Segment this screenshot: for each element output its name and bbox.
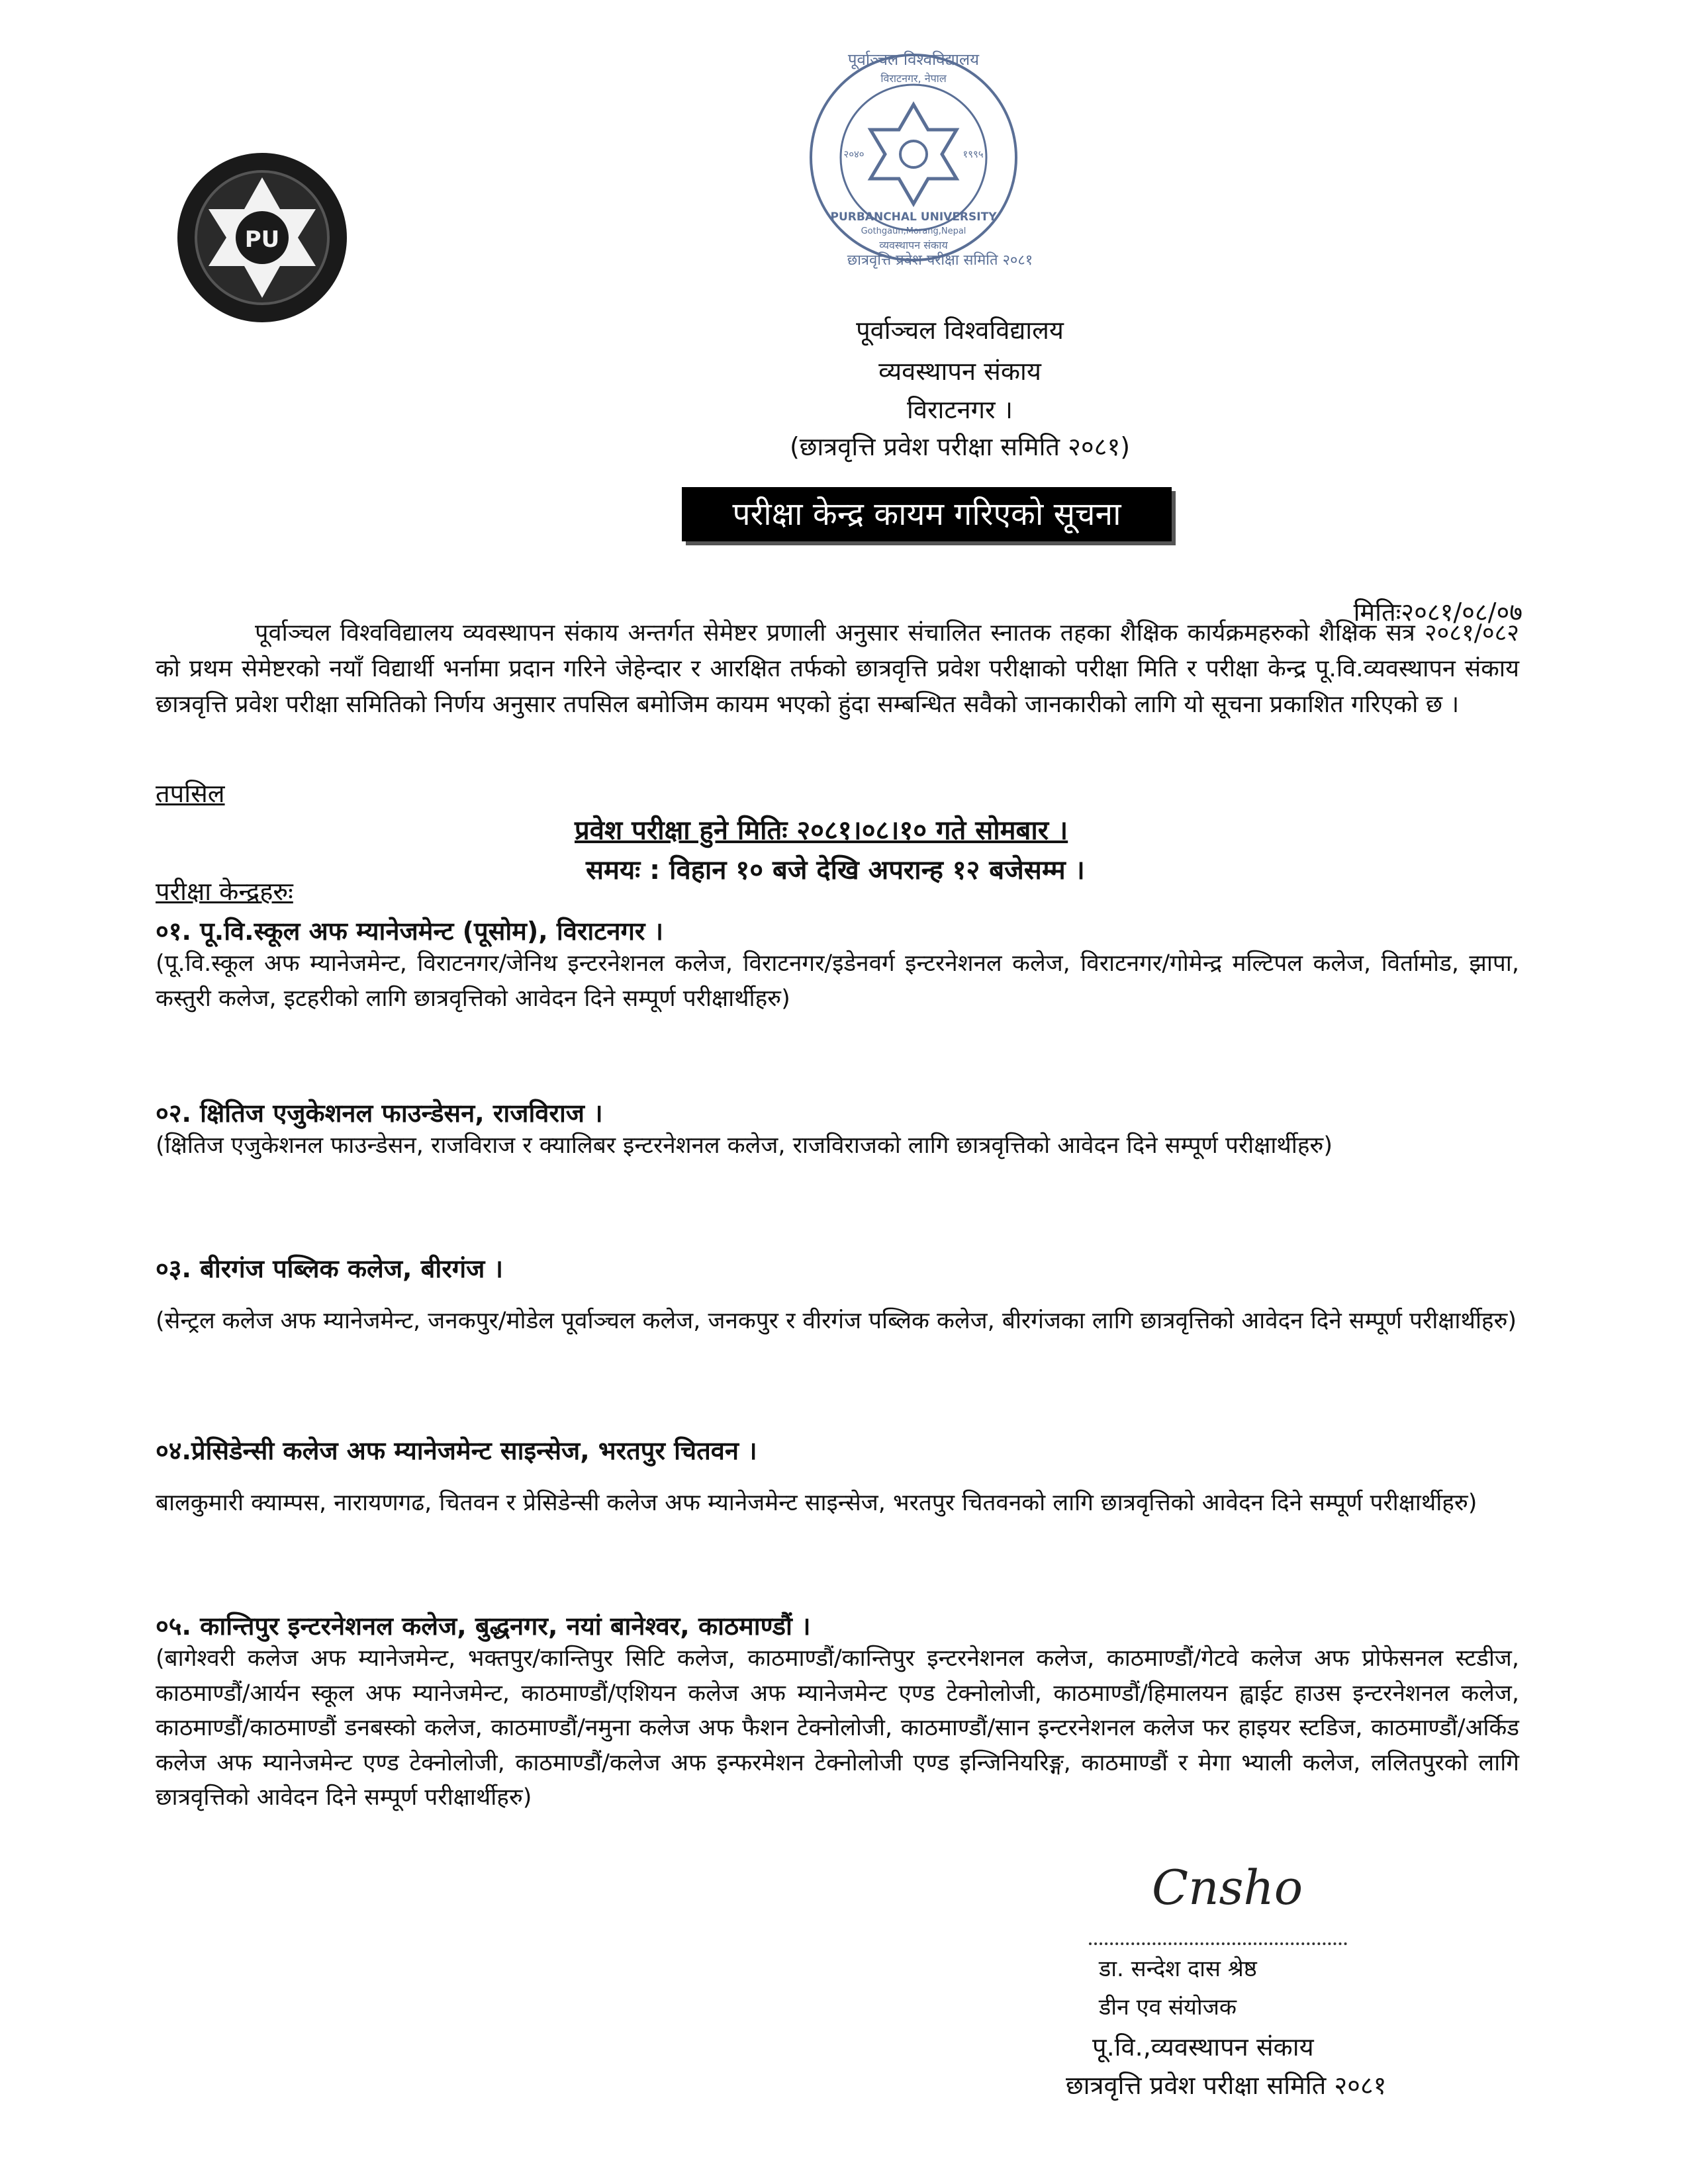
notice-title <box>682 487 1172 541</box>
center-title: ०३. बीरगंज पब्लिक कलेज, बीरगंज । <box>156 1254 503 1283</box>
center-description: बालकुमारी क्याम्पस, नारायणगढ, चितवन र प्रेसिडेन्सी कलेज अफ म्यानेजमेन्ट साइन्सेज, भरतपुर चितवनको लागि छात्रवृत्तिको आवेदन दिने सम्पूर्ण परीक्षार्थीहरु) <box>156 1490 1477 1516</box>
university-logo <box>175 151 349 324</box>
signatory-designation: डीन एव संयोजक <box>1099 1994 1237 2021</box>
center-title: ०५. कान्तिपुर इन्टरनेशनल कलेज, बुद्धनगर, नयां बानेश्वर, काठमाण्डौं । <box>156 1612 811 1641</box>
signatory-name: डा. सन्देश दास श्रेष्ठ <box>1099 1956 1257 1982</box>
center-description: (क्षितिज एजुकेशनल फाउन्डेसन, राजविराज र क्यालिबर इन्टरनेशनल कलेज, राजविराजको लागि छात्रवृत्तिको आवेदन दिने सम्पूर्ण परीक्षार्थीहरु) <box>156 1132 1333 1159</box>
svg-text:विराटनगर, नेपाल: विराटनगर, नेपाल <box>880 72 947 85</box>
signature: Cnsho <box>1152 1860 1303 1915</box>
header-faculty: व्यवस्थापन संकाय <box>878 357 1041 386</box>
svg-text:१९९५: १९९५ <box>962 148 984 160</box>
center-title: ०४.प्रेसिडेन्सी कलेज अफ म्यानेजमेन्ट साइन्सेज, भरतपुर चितवन । <box>156 1436 757 1465</box>
center-title: ०१. पू.वि.स्कूल अफ म्यानेजमेन्ट (पूसोम), विराटनगर । <box>156 917 664 946</box>
svg-text:पूर्वाञ्चल विश्वविद्यालय: पूर्वाञ्चल विश्वविद्यालय <box>847 50 980 69</box>
svg-text:व्यवस्थापन संकाय: व्यवस्थापन संकाय <box>879 239 948 251</box>
official-seal <box>774 38 1053 270</box>
svg-text:२०४०: २०४० <box>843 148 865 160</box>
center-description: (पू.वि.स्कूल अफ म्यानेजमेन्ट, विराटनगर/जेनिथ इन्टरनेशनल कलेज, विराटनगर/इडेनवर्ग इन्टरनेशनल कलेज, विराटनगर/गोमेन्द्र मल्टिपल कलेज, विर्तामोड, झापा, कस्तुरी कलेज, इटहरीको लागि छात्रवृत्तिको आवेदन दिने सम्पूर्ण परीक्षार्थीहरु) <box>156 950 1519 1012</box>
intro-paragraph <box>156 615 1519 723</box>
center-title: ०२. क्षितिज एजुकेशनल फाउन्डेसन, राजविराज । <box>156 1099 603 1128</box>
header-committee: (छात्रवृत्ति प्रवेश परीक्षा समिति २०८१) <box>789 432 1131 461</box>
header-city: विराटनगर । <box>906 395 1013 424</box>
tapsil-label: तपसिल <box>156 779 225 808</box>
svg-text:Gothgaun,Morang,Nepal: Gothgaun,Morang,Nepal <box>861 226 966 236</box>
center-description: (सेन्ट्रल कलेज अफ म्यानेजमेन्ट, जनकपुर/मोडेल पूर्वाञ्चल कलेज, जनकपुर र वीरगंज पब्लिक कलेज, बीरगंजका लागि छात्रवृत्तिको आवेदन दिने सम्पूर्ण परीक्षार्थीहरु) <box>156 1308 1517 1334</box>
center-description: (बागेश्वरी कलेज अफ म्यानेजमेन्ट, भक्तपुर/कान्तिपुर सिटि कलेज, काठमाण्डौं/कान्तिपुर इन्टरनेशनल कलेज, काठमाण्डौं/गेटवे कलेज अफ प्रोफेसनल स्टडीज, काठमाण्डौं/आर्यन स्कूल अफ म्यानेजमेन्ट, काठमाण्डौं/एशियन कलेज अफ म्यानेजमेन्ट एण्ड टेक्नोलोजी, काठमाण्डौं/हिमालयन ह्वाईट हाउस इन्टरनेशनल कलेज, काठमाण्डौं/काठमाण्डौं डनबस्को कलेज, काठमाण्डौं/नमुना कलेज अफ फैशन टेक्नोलोजी, काठमाण्डौं/सान इन्टरनेशनल कलेज फर हाइयर स्टडिज, काठमाण्डौं/अर्किड कलेज अफ म्यानेजमेन्ट एण्ड टेक्नोलोजी, काठमाण्डौं/कलेज अफ इन्फरमेशन टेक्नोलोजी एण्ड इन्जिनियरिङ्ग, काठमाण्डौं र मेगा भ्याली कलेज, ललितपुरको लागि छात्रवृत्तिको आवेदन दिने सम्पूर्ण परीक्षार्थीहरु) <box>156 1645 1519 1811</box>
date-line: मितिः२०८१/०८/०७ <box>1353 598 1523 627</box>
svg-text:छात्रवृत्ति प्रवेश परीक्षा समि: छात्रवृत्ति प्रवेश परीक्षा समिति २०८१ <box>847 252 1033 269</box>
header-university: पूर्वाञ्चल विश्वविद्यालय <box>856 316 1064 345</box>
signature-line <box>1089 1942 1347 1945</box>
svg-text:PURBANCHAL UNIVERSITY: PURBANCHAL UNIVERSITY <box>830 210 997 224</box>
exam-time: समयः : विहान १० बजे देखि अपरान्ह १२ बजेसम्म । <box>586 855 1085 886</box>
notice-title-text: परीक्षा केन्द्र कायम गरिएको सूचना <box>732 496 1121 533</box>
centers-heading: परीक्षा केन्द्रहरुः <box>156 877 293 906</box>
exam-date: प्रवेश परीक्षा हुने मितिः २०८१।०८।१० गते सोमबार । <box>575 815 1068 846</box>
signatory-faculty: पू.वि.,व्यवस्थापन संकाय <box>1092 2032 1314 2062</box>
signatory-committee: छात्रवृत्ति प्रवेश परीक्षा समिति २०८१ <box>1066 2071 1387 2100</box>
intro-text: पूर्वाञ्चल विश्वविद्यालय व्यवस्थापन संकाय अन्तर्गत सेमेष्टर प्रणाली अनुसार संचालित स्नातक तहका शैक्षिक कार्यक्रमहरुको शैक्षिक सत्र २०८१/०८२ को प्रथम सेमेष्टरको नयाँ विद्यार्थी भर्नामा प्रदान गरिने जेहेन्दार र आरक्षित तर्फको छात्रवृत्ति प्रवेश परीक्षाको परीक्षा मिति र परीक्षा केन्द्र पू.वि.व्यवस्थापन संकाय छात्रवृत्ति प्रवेश परीक्षा समितिको निर्णय अनुसार तपसिल बमोजिम कायम भएको हुंदा सम्बन्धित सवैको जानकारीको लागि यो सूचना प्रकाशित गरिएको छ । <box>156 619 1519 718</box>
svg-text:PU: PU <box>244 226 280 253</box>
